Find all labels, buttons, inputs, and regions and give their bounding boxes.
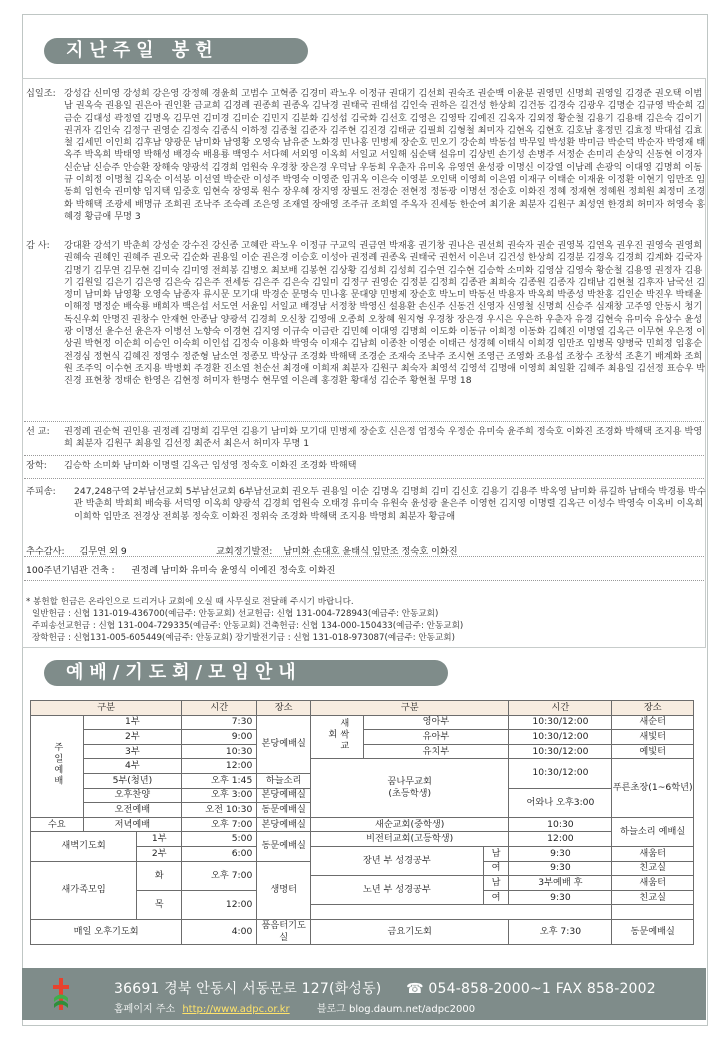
row-place: 생명터: [257, 861, 311, 919]
row-label: 3부: [83, 744, 182, 759]
row-label: 금요기도회: [310, 919, 508, 944]
row-label: 새벽기도회: [31, 832, 137, 861]
row-label: 유아부: [363, 730, 509, 745]
row-place: 새움터: [612, 846, 694, 861]
col-header: 구분: [310, 701, 508, 716]
row-sub: 2부: [137, 846, 182, 861]
row-place: 본당예배실: [257, 715, 311, 773]
notice-line: 일반헌금 : 신협 131-019-436700(예금주: 안동교회) 선교헌금: 신협 131-004-728943(예금주: 안동교회): [32, 609, 439, 619]
row-sub: 남: [483, 876, 509, 891]
footer-links: [114, 1000, 475, 1015]
row-time: 오후 3:00: [182, 788, 257, 803]
divider: [24, 556, 704, 557]
tithe-label: 십일조:: [26, 88, 56, 99]
row-time: 오후 1:45: [182, 773, 257, 788]
offering-notice: [26, 596, 463, 644]
row-label: 새순교회(중학생): [310, 817, 508, 832]
footer-address: 36691 경북 안동시 서동문로 127(화성동): [114, 981, 382, 997]
scholarship-label: 장학:: [26, 460, 47, 471]
row-place: 새순터: [612, 715, 694, 730]
row-time: 5:00: [182, 832, 257, 847]
footer-phone: ☎ 054-858-2000~1 FAX 858-2002: [406, 981, 656, 997]
row-place: 동문예배실: [612, 919, 694, 944]
harvest-names: 김무연 외 9: [79, 546, 127, 557]
row-place: 푸른초장(1~6학년): [612, 759, 694, 817]
row-sub: 남: [483, 846, 509, 861]
divider: [24, 455, 704, 456]
row-time: 12:00: [182, 890, 257, 919]
row-label: 5부(청년): [83, 773, 182, 788]
divider: [24, 421, 704, 422]
row-label: 1부: [83, 715, 182, 730]
church-dev-names: 남미화 손대호 윤태식 임만조 정숙호 이화진: [283, 546, 458, 557]
col-header: 장소: [612, 701, 694, 716]
table-row: [31, 817, 694, 832]
notice-line: * 봉헌할 헌금은 온라인으로 드리거나 교회에 오실 때 사무실로 전달해 주시기 바랍니다.: [26, 597, 354, 607]
spacer-cell: [310, 905, 611, 920]
row-time: 9:30: [509, 846, 612, 861]
row-time: 7:30: [182, 715, 257, 730]
col-header: 구분: [31, 701, 182, 716]
table-row: [31, 832, 694, 847]
row-time: 12:00: [182, 759, 257, 774]
row-label: 비전터교회(고등학생): [310, 832, 508, 847]
table-header-row: [31, 701, 694, 716]
homepage-link[interactable]: http://www.adpc.or.kr: [182, 1004, 290, 1015]
row-sub: 화: [137, 861, 182, 890]
tithe-names: 강성갑 신미영 강성희 강은영 강정혜 경윤희 고범수 고혁종 김경미 곽노우 이정규 권대기 김선희 권숙조 권순백 이윤분 권영민 신명희 권영일 김경준 권오택 이범남 권옥숙 권용일 권은아 권인환 금교희 김경례 권종희 권종옥 김낙경 권태국 권태섭 김인숙 권하은 길건성 한상희 김건동 김경숙 김광우 김명순 김규영 박순희 김금순 김대성 곽정열 김명옥 김무연 김미경 김미순 김민지 김분화 김성섭 김국화 김선호 김영은 김영탁 김예진 김옥자 김외정 황순철 김용기 김용태 김은숙 김이기 권귀자 김인숙 김정구 권영순 김정숙 김종식 이하정 김종철 김준자 김주현 김진경 김태균 김필희 김형철 최미자 김현옥 김현호 김호남 홍정민 김효정 박대섭 김효철 김세민 이인희 김후남 양광문 남미화 남영황 오영숙 남유준 노화경 민나홍 민병제 장순호 민오기 강순희 박동섭 박무일 박성환 박미금 박순덕 박순자 박영재 태옥주 박옥희 박태영 박해성 배경숙 배용룡 백영수 서다혜 서외영 이옥희 서일교 서일해 심순택 설유미 김상빈 손기성 손병주 서정순 손미리 손상익 신동현 이경자 신순남 신승주 안승환 장해숙 양광석 김경희 엄원숙 우경창 장은경 우덕남 우동희 우춘자 유미옥 유영연 윤성광 이명신 이강열 이남례 손광익 이대영 김명희 이동규 이희정 이명철 김옥순 이석봉 이선열 박순란 이성주 박영숙 이영준 임귀옥 이은숙 이영분 오인택 이영희 이은엽 이재구 이태순 이재윤 이정환 이현기 임만조 임동희 임헌숙 권미향 임지택 임중호 임현숙 장영록 원수 장우혜 장지영 장필도 전경순 전현정 정동광 이명선 정순호 이화진 정혜 정재현 정혜원 정희원 최정미 조경화 박해택 조광세 배명규 조희권 조낙주 조숙례 조은영 조재열 장애영 조주규 조희열 주옥자 진세동 한순여 최기윤 최분자 김원구 최성연 한경희 허미자 허영숙 홍혜경 황금애 무명 3: [64, 88, 706, 222]
dream-cell: [310, 759, 508, 817]
row-label: 노년 부 성경공부: [310, 876, 483, 905]
mission-label: 선 교:: [26, 426, 50, 437]
dream-sub: (초등학생): [388, 788, 432, 800]
schedule-table: [30, 700, 694, 945]
row-place: 하늘소리: [257, 773, 311, 788]
table-row: [31, 715, 694, 730]
row-sub: 1부: [137, 832, 182, 847]
row-time: 6:00: [182, 846, 257, 861]
row-label: 오후찬양: [83, 788, 182, 803]
row-label: 4부: [83, 759, 182, 774]
row-label: 저녁예배: [83, 817, 182, 832]
row-place: 새움터: [612, 876, 694, 891]
section-title-last-week: 지난주일 봉헌: [44, 38, 308, 64]
blog-link[interactable]: 블로그 blog.daum.net/adpc2000: [316, 1004, 476, 1015]
row-sub: 여: [483, 861, 509, 876]
row-sub: 목: [137, 890, 182, 919]
row-time: 10:30/12:00: [509, 730, 612, 745]
notice-line: 장학헌금 : 신협131-005-605449(예금주: 안동교회) 장기발전기금 : 신협 131-018-973087(예금주: 안동교회): [32, 633, 455, 643]
row-time: 10:30: [509, 817, 612, 832]
table-row: [31, 919, 694, 944]
row-time: 9:30: [509, 890, 612, 905]
row-time: 오후 7:30: [509, 919, 612, 944]
row-time: 오전 10:30: [182, 803, 257, 818]
col-header: 장소: [257, 701, 311, 716]
harvest-row: [26, 543, 127, 557]
row-place: 예빛터: [612, 744, 694, 759]
row-sub: 여: [483, 890, 509, 905]
row-time: 9:30: [509, 861, 612, 876]
row-label: 매일 오후기도회: [31, 919, 182, 944]
church-dev-label: 교회정기발전:: [216, 546, 273, 557]
row-place: 동문예배실: [257, 832, 311, 861]
row-time: 오후 7:00: [182, 817, 257, 832]
row-time: 10:30/12:00: [509, 759, 612, 788]
row-place: 본당예배실: [257, 817, 311, 832]
table-row: [31, 759, 694, 774]
new-school-label: 새싹교회: [325, 718, 349, 752]
row-time: 12:00: [509, 832, 612, 847]
row-place: 친교실: [612, 890, 694, 905]
row-place: 본당예배실: [257, 788, 311, 803]
spacer-cell: [612, 905, 694, 920]
row-time: 10:30/12:00: [509, 715, 612, 730]
section-title-schedule: 예배/기도회/모임안내: [44, 660, 448, 686]
row-label: 영아부: [363, 715, 509, 730]
row-label: 새가족모임: [31, 861, 137, 919]
row-place: 친교실: [612, 861, 694, 876]
wednesday-label: 수요: [31, 817, 84, 832]
anniversary-label: 100주년기념관 건축 :: [26, 565, 115, 576]
notice-line: 주피송선교헌금 : 신협 131-004-729335(예금주: 안동교회) 건축헌금: 신협 134-000-150433(예금주: 안동교회): [32, 621, 464, 631]
row-label: 유치부: [363, 744, 509, 759]
row-time: 10:30: [182, 744, 257, 759]
row-label: 장년 부 성경공부: [310, 846, 483, 875]
anniversary-row: [26, 562, 335, 576]
row-time: 어와나 오후3:00: [509, 788, 612, 817]
footer: [22, 968, 706, 1020]
new-school-cell: [310, 715, 363, 759]
divider: [24, 478, 704, 479]
thanks-label: 감 사:: [26, 240, 50, 251]
mission-names: 권정례 권순혁 권인용 권정례 김명희 김무연 김용기 남미화 모기대 민병제 장순호 신은정 엄정숙 우정순 유미숙 윤주희 정숙호 이화진 조경화 박해택 조지용 박영희 최분자 김원구 최용일 김선정 최준서 최은서 허미자 무명 1: [64, 426, 703, 450]
sunday-worship-label: 주일예배: [51, 741, 63, 787]
row-time: 4:00: [182, 919, 257, 944]
row-time: 3부예배 후: [509, 876, 612, 891]
harvest-label: 추수감사:: [26, 546, 65, 557]
col-header: 시간: [182, 701, 257, 716]
jupyo-names: 247,248구역 2부남선교회 5부남선교회 6부남선교회 권오두 권용일 이순 김명옥 김명희 김미 김신호 김용기 김용주 박옥영 남미화 류길하 남태숙 박경룡 박수관 박춘희 박희희 배숙룡 서덕영 이옥희 양광석 김경희 엄원숙 오태경 유미숙 유원숙 윤성광 윤은주 이영헌 김지영 이명렬 김옥근 이성수 박영숙 이옥비 이옥희 이희학 임만조 전경상 전희봉 정숙호 이화진 정위숙 조경화 박해택 조지용 박명희 최분자 황금애: [74, 486, 706, 522]
row-time: 오후 7:00: [182, 861, 257, 890]
row-label: 오전예배: [83, 803, 182, 818]
row-place: 새빛터: [612, 730, 694, 745]
scholarship-names: 김승학 소미화 남미화 이명렬 김옥근 임성영 정숙호 이화진 조경화 박해택: [64, 460, 357, 471]
thanks-names: 강대환 강석기 박춘희 강성순 강수진 강신종 고혜란 곽노우 이정규 구교익 권금연 박재홍 권기창 권나은 권선희 권숙자 권순 권영복 김연옥 권우진 권영숙 권영희 권혜숙 권혜인 권혜주 권오국 김순화 권용일 이순 권은경 이승호 이성아 권정례 권종옥 권태국 권헌서 이은녀 김건성 한상희 김경분 김경옥 김경희 김계화 김국자 김명기 김무연 김무현 김미숙 김미영 전희봉 김병오 최보배 김봉현 김상황 김성희 김성희 김수연 김수현 김승학 소미화 김영삼 김영숙 황순철 김용영 권정자 김용기 김원일 김은기 김은영 김은숙 김은주 전세동 김은주 김은숙 김일미 김정구 권영순 김정분 김정희 김종관 최희숙 김종원 김종자 김태남 김현철 김후자 남국선 김정미 남미화 남영황 오영숙 남종자 류시문 모기대 박경순 문명숙 민나홍 문대양 민병제 장순호 박노미 박동선 박용자 박옥희 박종성 박찬홍 김인순 박진우 박태윤 이해정 명정순 배숙룡 배희자 백은섭 서도연 서윤임 서일교 배경남 서정창 박영신 설용환 손신주 신동건 신영자 신영철 신명희 신승주 심재창 고주영 안동시 청기독신우회 안명진 권창수 안재현 안종남 양광석 김경희 오신창 김영애 오종희 오창혜 원지형 우경창 장은경 우시은 우은하 우춘자 유경 김현숙 유미숙 유상수 윤성광 이명선 윤수선 윤은자 이병선 노향숙 이경현 김지영 이규숙 이금란 김민혜 이대영 김명희 이도화 이동규 이희정 이동화 김혜진 이명열 김옥근 이무현 우은정 이상권 박현정 이순희 이승인 이숙희 이인섭 김정숙 이용화 박영숙 이재수 김남희 이종찬 이영순 이태근 성경혜 이태식 이희경 임만조 임병목 양병국 민희정 임홍순 전경심 정현식 김혜진 정영수 정준형 남소연 정종모 박상규 조경화 박해택 조경순 조재숙 조낙주 조시현 조영근 조영화 조용섭 조창수 조창석 조혼기 배계화 조희원 조주익 이수현 조지용 박병회 주경환 진소열 천순선 최경애 이희재 최분자 김원구 최숙자 최영석 김영석 김명애 이영희 최일환 김혜주 최용일 김선정 표승우 박진경 표현창 정태순 한영은 김현정 허미자 한명수 현무열 이은례 홍경환 황대성 김순주 황현철 무명 18: [64, 240, 706, 387]
row-place: 동문예배실: [257, 803, 311, 818]
row-place: 하늘소리 예배실: [612, 817, 694, 846]
row-time: 10:30/12:00: [509, 744, 612, 759]
row-label: 2부: [83, 730, 182, 745]
row-place: 품음터기도실: [257, 919, 311, 944]
anniversary-names: 권정례 남미화 유미숙 윤영식 이예진 정숙호 이화진: [131, 565, 336, 576]
row-time: 9:00: [182, 730, 257, 745]
col-header: 시간: [509, 701, 612, 716]
church-logo-icon: [52, 978, 70, 1010]
divider: [24, 580, 704, 581]
jupyo-label: 주피송:: [26, 486, 56, 497]
footer-contact: [114, 978, 656, 998]
church-dev-row: [216, 543, 458, 557]
homepage-label: 홈페이지 주소: [114, 1004, 176, 1015]
sunday-worship-cell: [31, 715, 84, 817]
dream-label: 꿈나무교회: [387, 776, 432, 788]
